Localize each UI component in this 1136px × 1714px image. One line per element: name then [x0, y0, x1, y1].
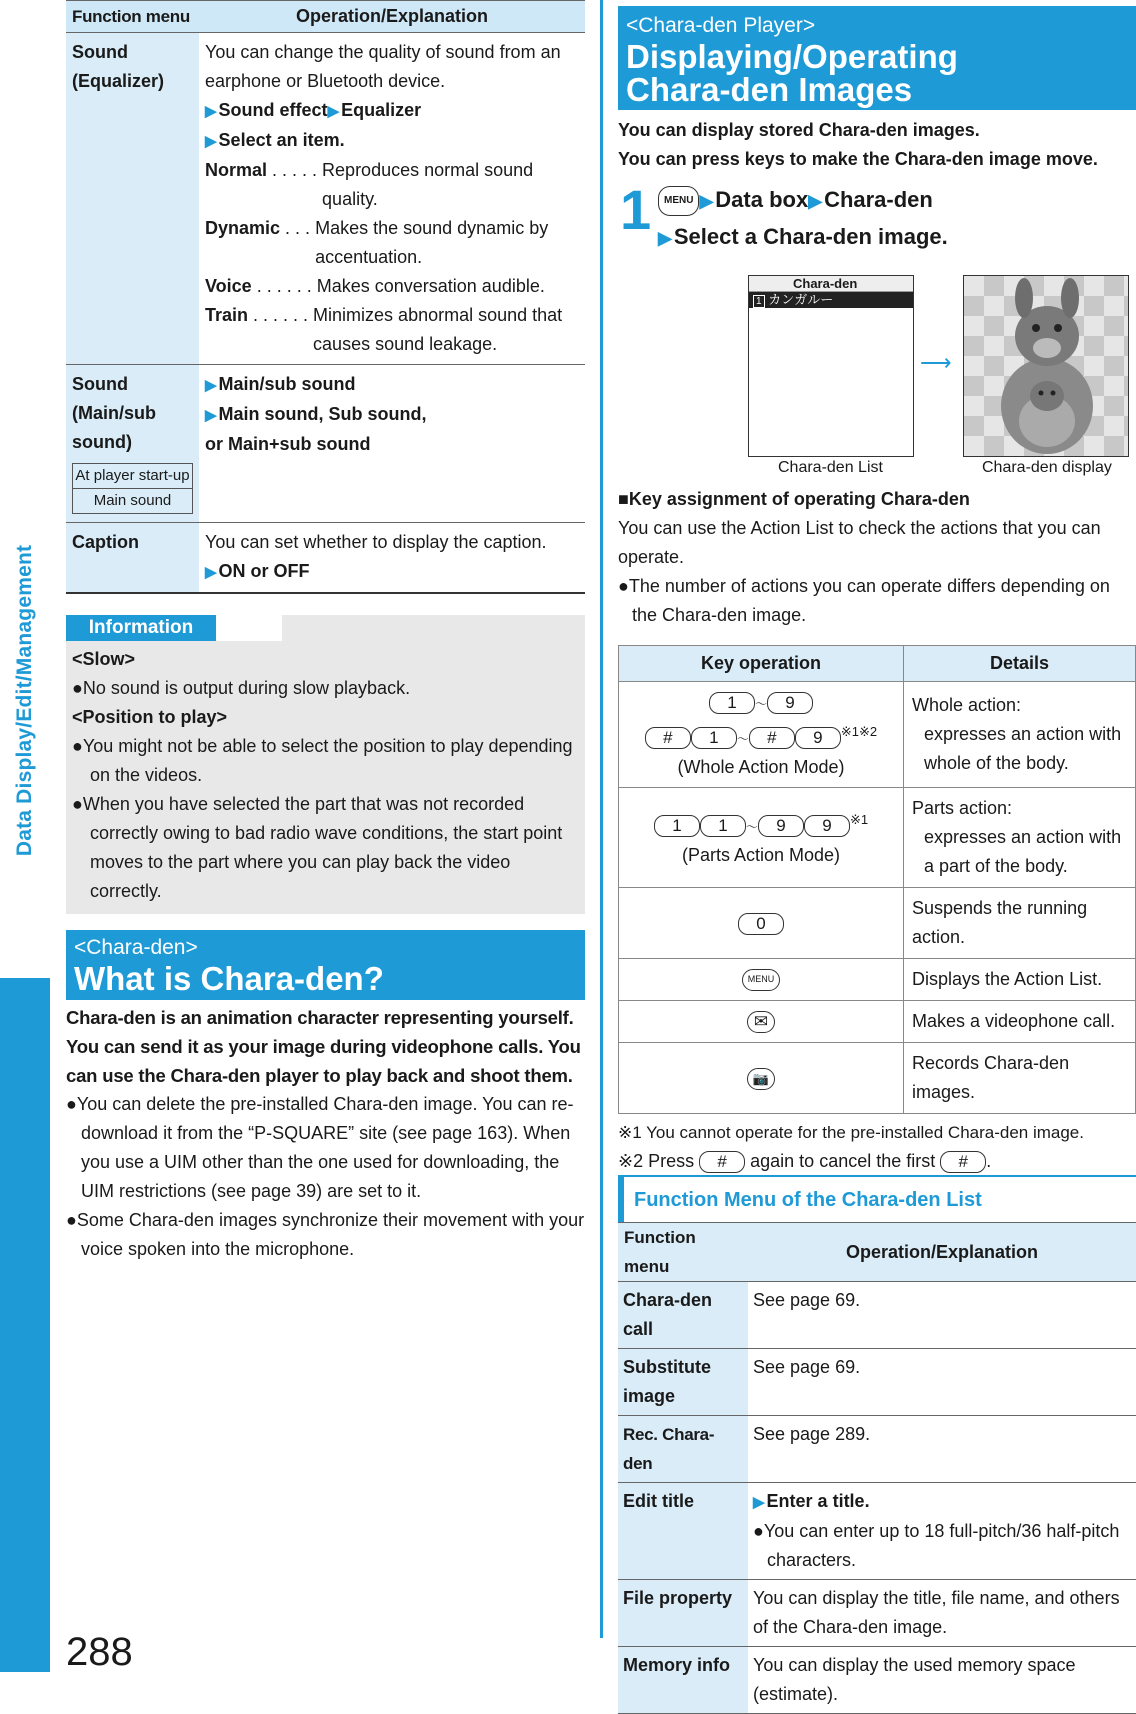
table-row — [619, 959, 1136, 1001]
section-lead: You can display stored Chara-den images. — [618, 120, 980, 140]
row-desc: See page 289. — [748, 1416, 1136, 1483]
info-bullet: ●When you have selected the part that was not recorded correctly owing to bad radio wave conditions, the start point moves to the part where you can play back the video correctly. — [72, 794, 563, 901]
key-9-icon: 9 — [795, 727, 841, 749]
step-line: ▶ Select an item. — [205, 130, 345, 150]
player-section — [618, 6, 1136, 260]
step-text: MENU ▶Data box▶Chara-den ▶Select a Chara-den image. — [658, 187, 948, 249]
detail-text: Makes a videophone call. — [904, 1001, 1136, 1043]
key-1-icon: 1 — [691, 727, 737, 749]
side-label: Data Display/Edit/Management — [13, 544, 37, 856]
body-bullet: ●Some Chara-den images synchronize their movement with your voice spoken into the microphone. — [66, 1210, 585, 1259]
key-1-icon: 1 — [700, 815, 746, 837]
col-header-operation: Operation/Explanation — [748, 1223, 1136, 1282]
row-name: Caption — [66, 523, 199, 594]
col-header-details: Details — [904, 646, 1136, 682]
info-heading: <Position to play> — [72, 707, 228, 727]
subsection-heading: ■Key assignment of operating Chara-den — [618, 489, 970, 509]
body-bullet: ●You can enter up to 18 full-pitch/36 half-pitch characters. — [753, 1521, 1120, 1570]
row-name: Chara-den call — [618, 1282, 748, 1349]
section-lead: You can press keys to make the Chara-den image move. — [618, 149, 1098, 169]
table-row — [619, 888, 1136, 959]
info-bullet: ●No sound is output during slow playback. — [72, 678, 411, 698]
row-name: Sound (Equalizer) — [66, 33, 199, 365]
row-desc: You can display the title, file name, and others of the Chara-den image. — [748, 1580, 1136, 1647]
footnote: ※2 Press # again to cancel the first # . — [618, 1151, 992, 1172]
step-line: ▶ Sound effect▶ Equalizer — [205, 100, 422, 120]
detail-text: Suspends the running action. — [904, 888, 1136, 959]
row-name: Memory info — [618, 1647, 748, 1714]
key-hash-icon: # — [749, 727, 795, 749]
step-line: ▶ Main/sub sound — [205, 374, 356, 394]
footnote: ※1 You cannot operate for the pre-installed Chara-den image. — [618, 1123, 1084, 1142]
option-row: Dynamic . . . Makes the sound dynamic by accentuation. — [205, 218, 549, 267]
table-row — [619, 1043, 1136, 1114]
option-row: Normal . . . . . Reproduces normal sound quality. — [205, 160, 534, 209]
section-lead: Chara-den is an animation character representing yourself. You can send it as your image during videophone calls. You can use the Chara-den player to play back and shoot them. — [66, 1007, 581, 1086]
function-menu-list-section — [618, 1175, 1136, 1714]
detail-text: expresses an action with whole of the body. — [924, 724, 1122, 773]
body-bullet: ●The number of actions you can operate differs depending on the Chara-den image. — [618, 576, 1110, 625]
row-desc: You can change the quality of sound from an earphone or Bluetooth device. — [205, 42, 561, 91]
row-name: Edit title — [618, 1483, 748, 1580]
key-1-icon: 1 — [654, 815, 700, 837]
screen-caption: Chara-den List — [778, 459, 883, 476]
row-desc: See page 69. — [748, 1349, 1136, 1416]
key-assignment-section — [618, 485, 1136, 630]
col-header-operation: Operation/Explanation — [199, 1, 585, 33]
key-hash-icon: # — [699, 1151, 745, 1173]
col-header-key: Key operation — [619, 646, 904, 682]
chara-den-list-screen — [748, 275, 914, 457]
info-heading: <Slow> — [72, 649, 136, 669]
row-name: Rec. Chara-den — [618, 1416, 748, 1483]
step-line: ▶ Enter a title. — [753, 1491, 870, 1511]
key-0-icon: 0 — [738, 913, 784, 935]
table-row — [66, 523, 585, 594]
table-row — [618, 1483, 1136, 1580]
list-item: 1 カンガルー — [749, 292, 913, 308]
detail-text: Whole action: — [912, 695, 1022, 715]
key-9-icon: 9 — [758, 815, 804, 837]
table-row — [66, 365, 585, 523]
page-number: 288 — [66, 1630, 133, 1674]
step-line: ▶ Main sound, Sub sound, — [205, 404, 427, 424]
menu-key-icon: MENU — [742, 969, 781, 991]
detail-text: expresses an action with a part of the body. — [924, 827, 1122, 876]
row-name: File property — [618, 1580, 748, 1647]
kangaroo-image — [964, 276, 1130, 458]
column-divider — [600, 0, 603, 1638]
table-row — [618, 1349, 1136, 1416]
screen-title: Chara-den — [749, 276, 913, 292]
detail-text: Parts action: — [912, 798, 1013, 818]
col-header-function: Function menu — [66, 1, 199, 33]
camera-key-icon: 📷 — [747, 1068, 775, 1090]
section-header: <Chara-den> What is Chara-den? — [66, 930, 585, 1000]
menu-key-icon: MENU — [658, 186, 699, 216]
detail-text: Records Chara-den images. — [904, 1043, 1136, 1114]
row-name: Sound (Main/sub sound) — [72, 374, 156, 452]
what-is-section — [66, 930, 585, 1264]
right-arrow-icon: ⟶ — [920, 350, 952, 375]
table-row — [619, 1001, 1136, 1043]
table-row — [618, 1580, 1136, 1647]
body-bullet: ●You can delete the pre-installed Chara-den image. You can re-download it from the “P-SQUARE” site (see page 163). When you use a UIM other than the one used for downloading, the UIM restrictions (see page 39) are set to it. — [66, 1094, 574, 1201]
row-name: Substitute image — [618, 1349, 748, 1416]
key-1-icon: 1 — [709, 692, 755, 714]
table-row: 1 1 ～ 9 9 $^{※1}$ (Parts Action Mode) Parts action: expresses an action with a part of the body. — [619, 788, 1136, 888]
key-hash-icon: # — [940, 1151, 986, 1173]
chara-den-display-screen — [963, 275, 1129, 457]
table-row: 1 ～ 9 # 1 ～ # 9 $^{※1※2}$ (Whole Action Mode) Whole action: expresses an action with whole of the body. — [619, 682, 1136, 788]
key-table — [618, 645, 1136, 1176]
info-bullet: ●You might not be able to select the position to play depending on the videos. — [72, 736, 573, 785]
key-9-icon: 9 — [804, 815, 850, 837]
table-row — [618, 1416, 1136, 1483]
screen-caption: Chara-den display — [982, 459, 1112, 476]
detail-text: Displays the Action List. — [904, 959, 1136, 1001]
information-tag: Information — [66, 615, 216, 641]
row-desc: You can display the used memory space (estimate). — [748, 1647, 1136, 1714]
step-number: 1 — [620, 178, 652, 241]
section-header: <Chara-den Player> Displaying/Operating Chara-den Images — [618, 6, 1136, 110]
row-desc: You can set whether to display the caption. — [205, 532, 547, 552]
key-9-icon: 9 — [767, 692, 813, 714]
key-hash-icon: # — [645, 727, 691, 749]
option-row: Voice . . . . . . Makes conversation audible. — [205, 276, 545, 296]
mail-key-icon: ✉ — [747, 1011, 775, 1033]
step-1 — [618, 180, 1136, 260]
information-box — [66, 615, 585, 914]
table-row — [618, 1647, 1136, 1714]
section-title: Function Menu of the Chara-den List — [618, 1175, 1136, 1222]
col-header-function: Function menu — [618, 1223, 748, 1282]
function-menu-table — [66, 0, 585, 594]
step-line: ▶ ON or OFF — [205, 561, 310, 581]
start-up-box: At player start-up Main sound — [72, 463, 193, 514]
step-line: or Main+sub sound — [205, 434, 371, 454]
option-row: Train . . . . . . Minimizes abnormal sound that causes sound leakage. — [205, 305, 563, 354]
mode-label: (Parts Action Mode) — [681, 845, 841, 865]
mode-label: (Whole Action Mode) — [677, 757, 845, 777]
body-text: You can use the Action List to check the actions that you can operate. — [618, 518, 1101, 567]
row-desc: See page 69. — [748, 1282, 1136, 1349]
table-row — [618, 1282, 1136, 1349]
table-row — [66, 33, 585, 365]
